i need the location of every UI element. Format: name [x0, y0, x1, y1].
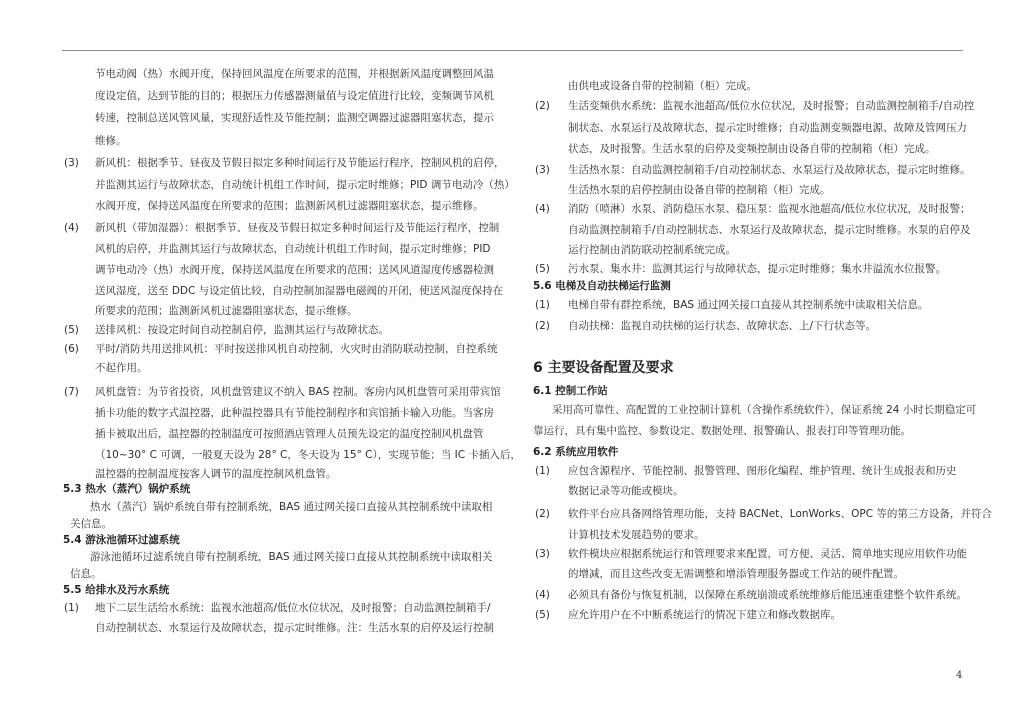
list-item-line: 自动扶梯：监视自动扶梯的运行状态、故障状态、上/下行状态等。 [568, 320, 877, 332]
list-marker: (3) [64, 157, 79, 169]
list-item-line: 消防（喷淋）水泵、消防稳压水泵、稳压泵：监视水池超高/低位水位状况，及时报警； [568, 203, 971, 215]
list-item-line: 生活变频供水系统：监视水池超高/低位水位状况，及时报警；自动监测控制箱手/自动控 [568, 100, 975, 112]
body-line: 并监测其运行与故障状态，自动统计机组工作时间，提示定时维修；PID 调节电动冷（热） [95, 179, 515, 191]
header-rule [62, 50, 963, 51]
body-line: 靠运行，具有集中监控、参数设定、数据处理、报警确认、报表打印等管理功能。 [533, 425, 911, 437]
section-heading: 5.4 游泳池循环过滤系统 [63, 534, 180, 546]
body-line: 数据记录等功能或模块。 [568, 485, 684, 497]
list-item-line: 污水泵、集水井：监测其运行与故障状态，提示定时维修；集水井溢流水位报警。 [568, 263, 946, 275]
body-line: 转速，控制总送风管风量，实现舒适性及节能控制；监测空调器过滤器阻塞状态，提示 [95, 112, 494, 124]
body-line: 信息。 [70, 568, 102, 580]
body-line: 运行控制由消防联动控制系统完成。 [568, 244, 736, 256]
list-item-line: 软件平台应具备网络管理功能，支持 BACNet、LonWorks、OPC 等的第三方设备，并符合 [568, 508, 992, 520]
list-item-line: 地下二层生活给水系统：监视水池超高/低位水位状况，及时报警；自动监测控制箱手/ [95, 602, 491, 614]
body-line: 调节电动冷（热）水阀开度，保持送风温度在所要求的范围；送风风道湿度传感器检测 [95, 264, 494, 276]
body-line: 采用高可靠性、高配置的工业控制计算机（含操作系统软件），保证系统 24 小时长期稳定可 [552, 404, 977, 416]
body-line: 水阀开度，保持送风温度在所要求的范围；监测新风机过滤器阻塞状态，提示维修。 [95, 200, 484, 212]
list-marker: (4) [535, 203, 550, 215]
body-line: （10~30° C 可调，一般夏天设为 28° C，冬天设为 15° C），实现节能；当 IC 卡插入后， [95, 449, 521, 461]
body-line: 状态，及时报警。生活水泵的启停及变频控制由设备自带的控制箱（柜）完成。 [568, 143, 936, 155]
body-line: 插卡被取出后，温控器的控制温度可按照酒店管理人员预先设定的温度控制风机盘管 [95, 428, 484, 440]
list-item-line: 应包含源程序、节能控制、报警管理、图形化编程、维护管理、统计生成报表和历史 [568, 465, 957, 477]
list-item-line: 送排风机：按设定时间自动控制启停，监测其运行与故障状态。 [95, 324, 389, 336]
body-line: 温控器的控制温度按客人调节的温度控制风机盘管。 [95, 468, 337, 480]
list-item-line: 生活热水泵：自动监测控制箱手/自动控制状态、水泵运行及故障状态，提示定时维修。 [568, 164, 971, 176]
body-line: 风机的启停，并监测其运行与故障状态，自动统计机组工作时间，提示定时维修；PID [95, 243, 491, 255]
list-item-line: 必须具有备份与恢复机制，以保障在系统崩溃或系统维修后能迅速重建整个软件系统。 [568, 589, 967, 601]
list-item-line: 新风机（带加湿器）：根据季节、昼夜及节假日拟定多种时间运行及节能运行程序，控制 [95, 222, 500, 234]
list-item-line: 应允许用户在不中断系统运行的情况下建立和修改数据库。 [568, 609, 841, 621]
section-heading: 5.5 给排水及污水系统 [63, 584, 170, 596]
body-line: 自动监测控制箱手/自动控制状态、水泵运行及故障状态，提示定时维修。水泵的启停及 [568, 224, 971, 236]
body-line: 维修。 [95, 135, 127, 147]
list-marker: (1) [535, 299, 550, 311]
list-marker: (2) [535, 100, 550, 112]
list-marker: (3) [535, 164, 550, 176]
body-line: 的增减，而且这些改变无需调整和增添管理服务器或工作站的硬件配置。 [568, 568, 904, 580]
body-line: 计算机技术发展趋势的要求。 [568, 529, 705, 541]
list-marker: (6) [64, 343, 79, 355]
list-item-line: 软件模块应根据系统运行和管理要求来配置，可方便、灵活、简单地实现应用软件功能 [568, 548, 967, 560]
list-marker: (4) [64, 222, 79, 234]
list-marker: (7) [64, 386, 79, 398]
list-marker: (3) [535, 548, 550, 560]
body-line: 热水（蒸汽）锅炉系统自带有控制系统，BAS 通过网关接口直接从其控制系统中读取相 [90, 501, 493, 513]
body-line: 制状态、水泵运行及故障状态，提示定时维修；自动监测变频器电源、故障及管网压力 [568, 122, 967, 134]
section-heading: 6.2 系统应用软件 [533, 446, 619, 458]
list-marker: (1) [535, 465, 550, 477]
list-marker: (2) [535, 508, 550, 520]
list-marker: (5) [64, 324, 79, 336]
section-heading: 5.3 热水（蒸汽）锅炉系统 [63, 483, 191, 495]
section-heading: 6.1 控制工作站 [533, 385, 608, 397]
list-marker: (1) [64, 602, 79, 614]
list-marker: (5) [535, 609, 550, 621]
body-line: 由供电或设备自带的控制箱（柜）完成。 [568, 80, 757, 92]
body-line: 度设定值，达到节能的目的；根据压力传感器测量值与设定值进行比较，变频调节风机 [95, 90, 494, 102]
body-line: 关信息。 [70, 518, 112, 530]
body-line: 插卡功能的数字式温控器，此种温控器具有节能控制程序和宾馆插卡输入功能。当客房 [95, 407, 494, 419]
body-line: 节电动阀（热）水阀开度，保持回风温度在所要求的范围，并根据新风温度调整回风温 [95, 68, 494, 80]
list-item-line: 新风机：根据季节、昼夜及节假日拟定多种时间运行及节能运行程序，控制风机的启停， [95, 157, 505, 169]
list-marker: (5) [535, 263, 550, 275]
body-line: 不起作用。 [95, 362, 148, 374]
body-line: 所要求的范围；监测新风机过滤器阻塞状态，提示维修。 [95, 305, 358, 317]
list-marker: (2) [535, 320, 550, 332]
list-item-line: 电梯自带有群控系统，BAS 通过网关接口直接从其控制系统中读取相关信息。 [568, 299, 929, 311]
list-marker: (4) [535, 589, 550, 601]
body-line: 游泳池循环过滤系统自带有控制系统，BAS 通过网关接口直接从其控制系统中读取相关 [90, 551, 493, 563]
body-line: 自动控制状态、水泵运行及故障状态，提示定时维修。注：生活水泵的启停及运行控制 [95, 622, 494, 634]
page-number: 4 [956, 670, 963, 681]
section-heading: 5.6 电梯及自动扶梯运行监测 [533, 280, 671, 292]
chapter-heading: 6 主要设备配置及要求 [533, 360, 674, 376]
list-item-line: 平时/消防共用送排风机：平时按送排风机自动控制，火灾时由消防联动控制，自控系统 [95, 343, 498, 355]
body-line: 生活热水泵的启停控制由设备自带的控制箱（柜）完成。 [568, 184, 831, 196]
list-item-line: 风机盘管：为节省投资，风机盘管建议不纳入 BAS 控制。客房内风机盘管可采用带宾馆 [95, 386, 501, 398]
body-line: 送风湿度，送至 DDC 与设定值比较，自动控制加湿器电磁阀的开闭，使送风湿度保持在 [95, 285, 504, 297]
